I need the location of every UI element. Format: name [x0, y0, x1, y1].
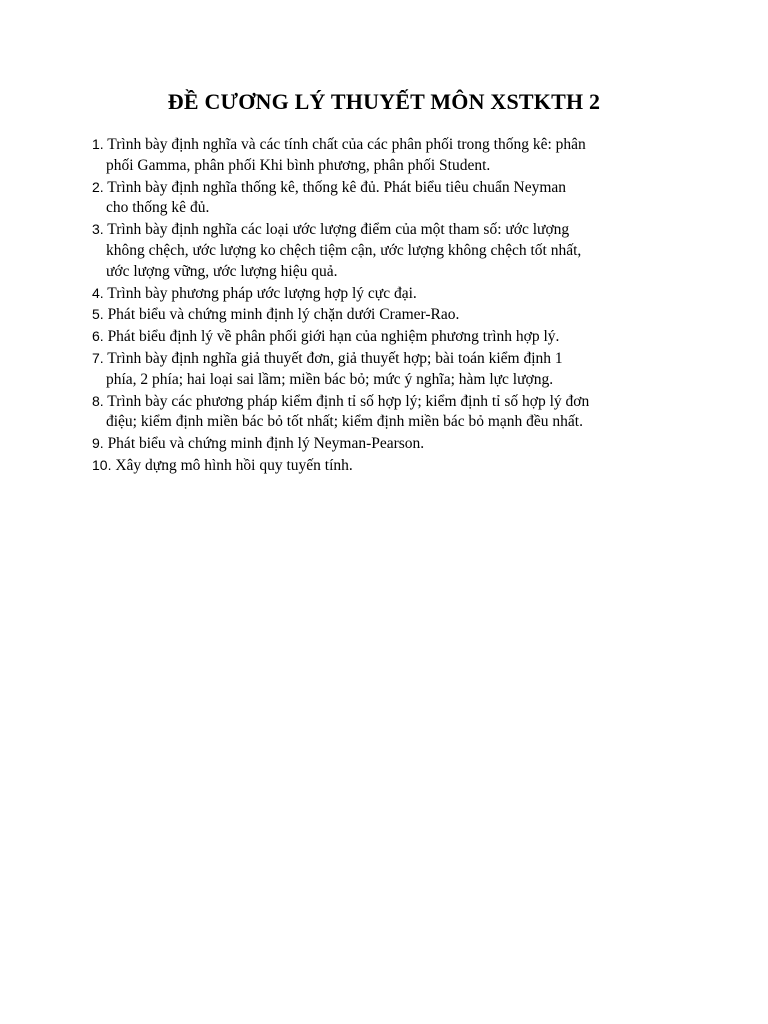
list-item: [92, 391, 692, 434]
list-item-continuation-line: [92, 370, 692, 391]
list-item: [92, 134, 692, 177]
list-item: [92, 455, 692, 477]
list-item-text: Trình bày định nghĩa giả thuyết đơn, giả thuyết hợp; bài toán kiểm định 1: [107, 349, 563, 367]
list-item-continuation-line: [92, 241, 692, 262]
list-item-number: 3.: [92, 221, 104, 238]
list-item-continuation-line: [92, 412, 692, 433]
list-item-text: phía, 2 phía; hai loại sai lầm; miền bác bỏ; mức ý nghĩa; hàm lực lượng.: [106, 370, 554, 388]
list-item-continuation-line: [92, 156, 692, 177]
list-item-text: cho thống kê đủ.: [106, 199, 210, 217]
list-item-text: Trình bày định nghĩa thống kê, thống kê đủ. Phát biểu tiêu chuẩn Neyman: [107, 178, 567, 196]
list-item-first-line: [92, 177, 692, 199]
list-item-number: 9.: [92, 435, 104, 452]
page-title: ĐỀ CƯƠNG LÝ THUYẾT MÔN XSTKTH 2: [167, 89, 601, 114]
list-item-number: 5.: [92, 306, 104, 323]
list-item-first-line: [92, 219, 692, 241]
list-item-number: 8.: [92, 392, 104, 409]
list-item-number: 7.: [92, 349, 104, 366]
list-item-text: Trình bày các phương pháp kiểm định tỉ số hợp lý; kiểm định tỉ số hợp lý đơn: [107, 392, 590, 410]
list-item: [92, 283, 692, 305]
list-item-continuation-line: [92, 198, 692, 219]
list-item: [92, 433, 692, 455]
list-item-first-line: [92, 455, 692, 477]
list-item-text: Phát biểu và chứng minh định lý Neyman-Pearson.: [107, 435, 425, 453]
list-item-first-line: [92, 433, 692, 455]
list-item-text: Phát biểu và chứng minh định lý chặn dưới Cramer-Rao.: [107, 306, 460, 324]
list-item-first-line: [92, 326, 692, 348]
list-item-first-line: [92, 391, 692, 413]
list-item: [92, 348, 692, 391]
list-item-text: không chệch, ước lượng ko chệch tiệm cận, ước lượng không chệch tốt nhất,: [106, 241, 582, 259]
list-item-number: 6.: [92, 328, 104, 345]
list-item: [92, 326, 692, 348]
list-item-text: Phát biểu định lý về phân phối giới hạn của nghiệm phương trình hợp lý.: [107, 328, 560, 346]
list-item: [92, 177, 692, 220]
list-item-text: Trình bày phương pháp ước lượng hợp lý cực đại.: [107, 284, 417, 302]
list-item: [92, 304, 692, 326]
list-item-first-line: [92, 134, 692, 156]
list-item-text: Trình bày định nghĩa các loại ước lượng điểm của một tham số: ước lượng: [107, 221, 570, 239]
list-item-text: ước lượng vững, ước lượng hiệu quả.: [106, 262, 338, 280]
outline-list: [92, 134, 692, 477]
list-item-number: 1.: [92, 136, 104, 152]
list-item-text: điệu; kiểm định miền bác bỏ tốt nhất; kiểm định miền bác bỏ mạnh đều nhất.: [106, 413, 583, 431]
list-item-text: phối Gamma, phân phối Khi bình phương, phân phối Student.: [106, 156, 491, 174]
list-item-first-line: [92, 348, 692, 370]
list-item-continuation-line: [92, 262, 692, 283]
list-item-text: Xây dựng mô hình hồi quy tuyến tính.: [115, 456, 353, 474]
list-item-text: Trình bày định nghĩa và các tính chất của các phân phối trong thống kê: phân: [107, 136, 586, 153]
list-item-number: 2.: [92, 178, 104, 195]
list-item: [92, 219, 692, 282]
list-item-number: 4.: [92, 284, 104, 301]
list-item-first-line: [92, 304, 692, 326]
list-item-number: 10.: [92, 456, 112, 473]
list-item-first-line: [92, 283, 692, 305]
